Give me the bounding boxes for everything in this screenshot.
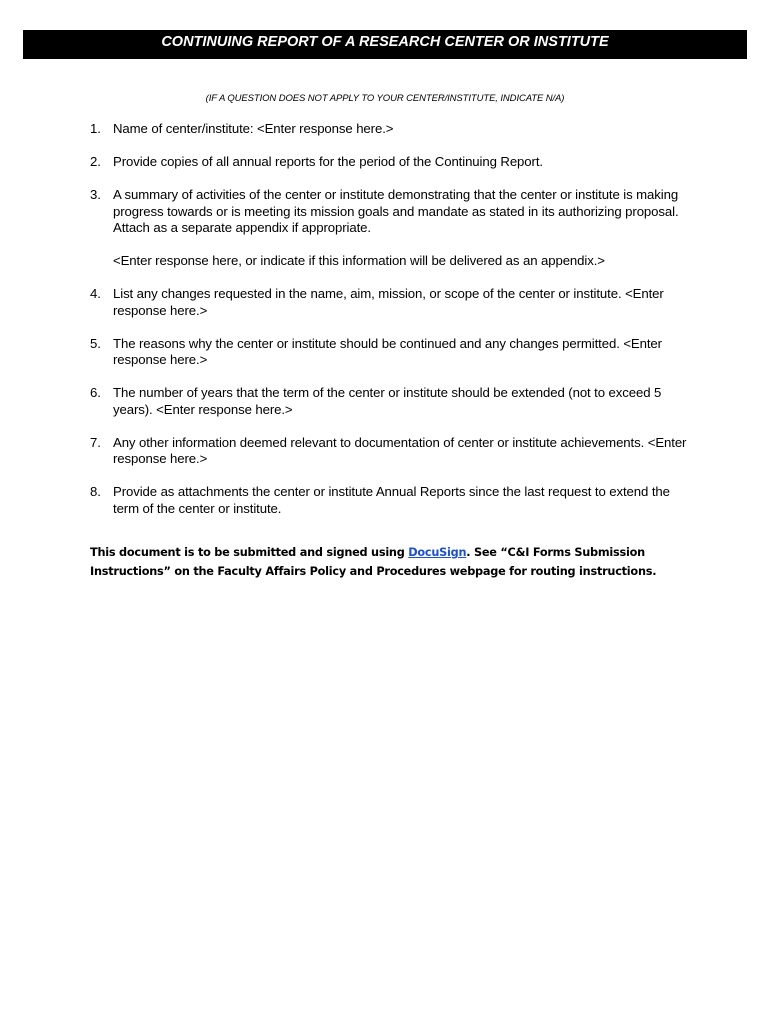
question-item-3 (90, 187, 690, 270)
question-text: Provide as attachments the center or institute Annual Reports since the last request to extend the term of the center or institute. (113, 484, 670, 516)
question-item-5 (90, 336, 690, 369)
question-item-4 (90, 286, 690, 319)
response-placeholder: <Enter response here, or indicate if this information will be delivered as an appendix.> (113, 253, 605, 268)
question-text: The reasons why the center or institute should be continued and any changes permitted. <Enter response here.> (113, 335, 662, 367)
question-number: 6. (90, 385, 101, 400)
document-title: CONTINUING REPORT OF A RESEARCH CENTER OR INSTITUTE (23, 30, 747, 59)
submission-note-intro: This document is to be submitted and signed using (90, 546, 409, 559)
question-number: 7. (90, 434, 101, 450)
question-item-8 (90, 484, 690, 517)
question-text: A summary of activities of the center or institute demonstrating that the center or institute is making progress towards or is meeting its mission goals and mandate as stated in its authorizing proposal. Attach as a separate appendix if appropriate. (113, 187, 679, 235)
question-number: 4. (90, 286, 101, 301)
question-number: 5. (90, 335, 101, 351)
question-item-6 (90, 385, 690, 418)
question-text: List any changes requested in the name, aim, mission, or scope of the center or institute. <Enter response here.> (113, 286, 664, 318)
question-text: Provide copies of all annual reports for the period of the Continuing Report. (113, 154, 543, 169)
question-number: 8. (90, 484, 101, 499)
question-item-1 (90, 121, 690, 138)
submission-note (90, 543, 690, 581)
document-subtitle: (IF A QUESTION DOES NOT APPLY TO YOUR CENTER/INSTITUTE, INDICATE N/A) (205, 93, 565, 104)
question-number: 3. (90, 187, 101, 202)
question-number: 1. (90, 121, 101, 136)
question-number: 2. (90, 154, 101, 169)
submission-note-instructions: . See “C&I Forms Submission Instructions” on the Faculty Affairs Policy and Procedures webpage for routing instructions. (90, 546, 657, 578)
question-item-7 (90, 435, 690, 468)
question-item-2 (90, 154, 690, 171)
question-text: Name of center/institute: <Enter response here.> (113, 121, 394, 136)
docusign-link[interactable]: DocuSign (408, 546, 467, 559)
question-list (90, 121, 690, 534)
question-text: The number of years that the term of the center or institute should be extended (not to exceed 5 years). <Enter response here.> (113, 385, 662, 417)
question-text: Any other information deemed relevant to documentation of center or institute achievements. <Enter response here.> (113, 434, 687, 466)
